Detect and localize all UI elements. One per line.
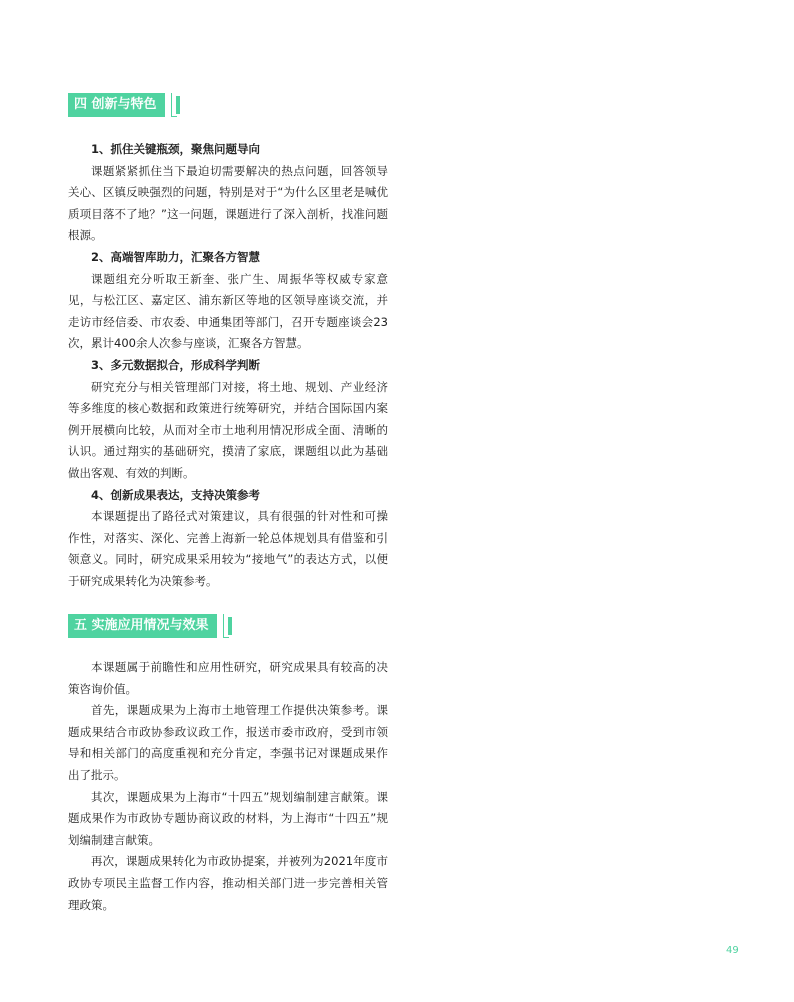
- paragraph-3: 其次，课题成果为上海市“十四五”规划编制建言献策。课题成果作为市政协专题协商议政的材料，为上海市“十四五”规划编制建言献策。: [68, 789, 388, 847]
- section-4-content: [68, 139, 388, 592]
- paragraph-4: 再次，课题成果转化为市政协提案，并被列为2021年度市政协专项民主监督工作内容，推动相关部门进一步完善相关管理政策。: [68, 854, 388, 912]
- section-4-header: [68, 93, 187, 117]
- section-4-title: 四 创新与特色: [68, 93, 165, 117]
- section-5-title: 五 实施应用情况与效果: [68, 614, 217, 638]
- header-decoration: [217, 614, 239, 638]
- item-4-body: 本课题提出了路径式对策建议，具有很强的针对性和可操作性，对落实、深化、完善上海新一轮总体规划具有借鉴和引领意义。同时，研究成果采用较为“接地气”的表达方式，以便于研究成果转化为决策参考。: [68, 509, 388, 588]
- section-5-header: [68, 614, 239, 638]
- item-2-body: 课题组充分听取王新奎、张广生、周振华等权威专家意见，与松江区、嘉定区、浦东新区等地的区领导座谈交流，并走访市经信委、市农委、申通集团等部门，召开专题座谈会23次，累计400余人次参与座谈，汇聚各方智慧。: [68, 271, 388, 351]
- paragraph-1: 本课题属于前瞻性和应用性研究，研究成果具有较高的决策咨询价值。: [68, 660, 388, 696]
- item-1-body: 课题紧紧抓住当下最迫切需要解决的热点问题，回答领导关心、区镇反映强烈的问题，特别是对于“为什么区里老是喊优质项目落不了地？”这一问题，课题进行了深入剖析，找准问题根源。: [68, 163, 388, 243]
- item-1-heading: 1、抓住关键瓶颈，聚焦问题导向: [91, 142, 260, 156]
- item-4-heading: 4、创新成果表达，支持决策参考: [91, 487, 260, 502]
- paragraph-2: 首先，课题成果为上海市土地管理工作提供决策参考。课题成果结合市政协参政议政工作，报送市委市政府，受到市领导和相关部门的高度重视和充分肯定，李强书记对课题成果作出了批示。: [68, 703, 388, 782]
- item-3-body: 研究充分与相关管理部门对接，将土地、规划、产业经济等多维度的核心数据和政策进行统筹研究，并结合国际国内案例开展横向比较，从而对全市土地利用情况形成全面、清晰的认识。通过翔实的基础研究，摸清了家底，课题组以此为基础做出客观、有效的判断。: [68, 379, 388, 480]
- item-3-heading: 3、多元数据拟合，形成科学判断: [91, 357, 260, 372]
- section-5-content: [68, 657, 388, 916]
- header-decoration: [165, 93, 187, 117]
- item-2-heading: 2、高端智库助力，汇聚各方智慧: [91, 249, 260, 264]
- page-number: 49: [726, 945, 739, 956]
